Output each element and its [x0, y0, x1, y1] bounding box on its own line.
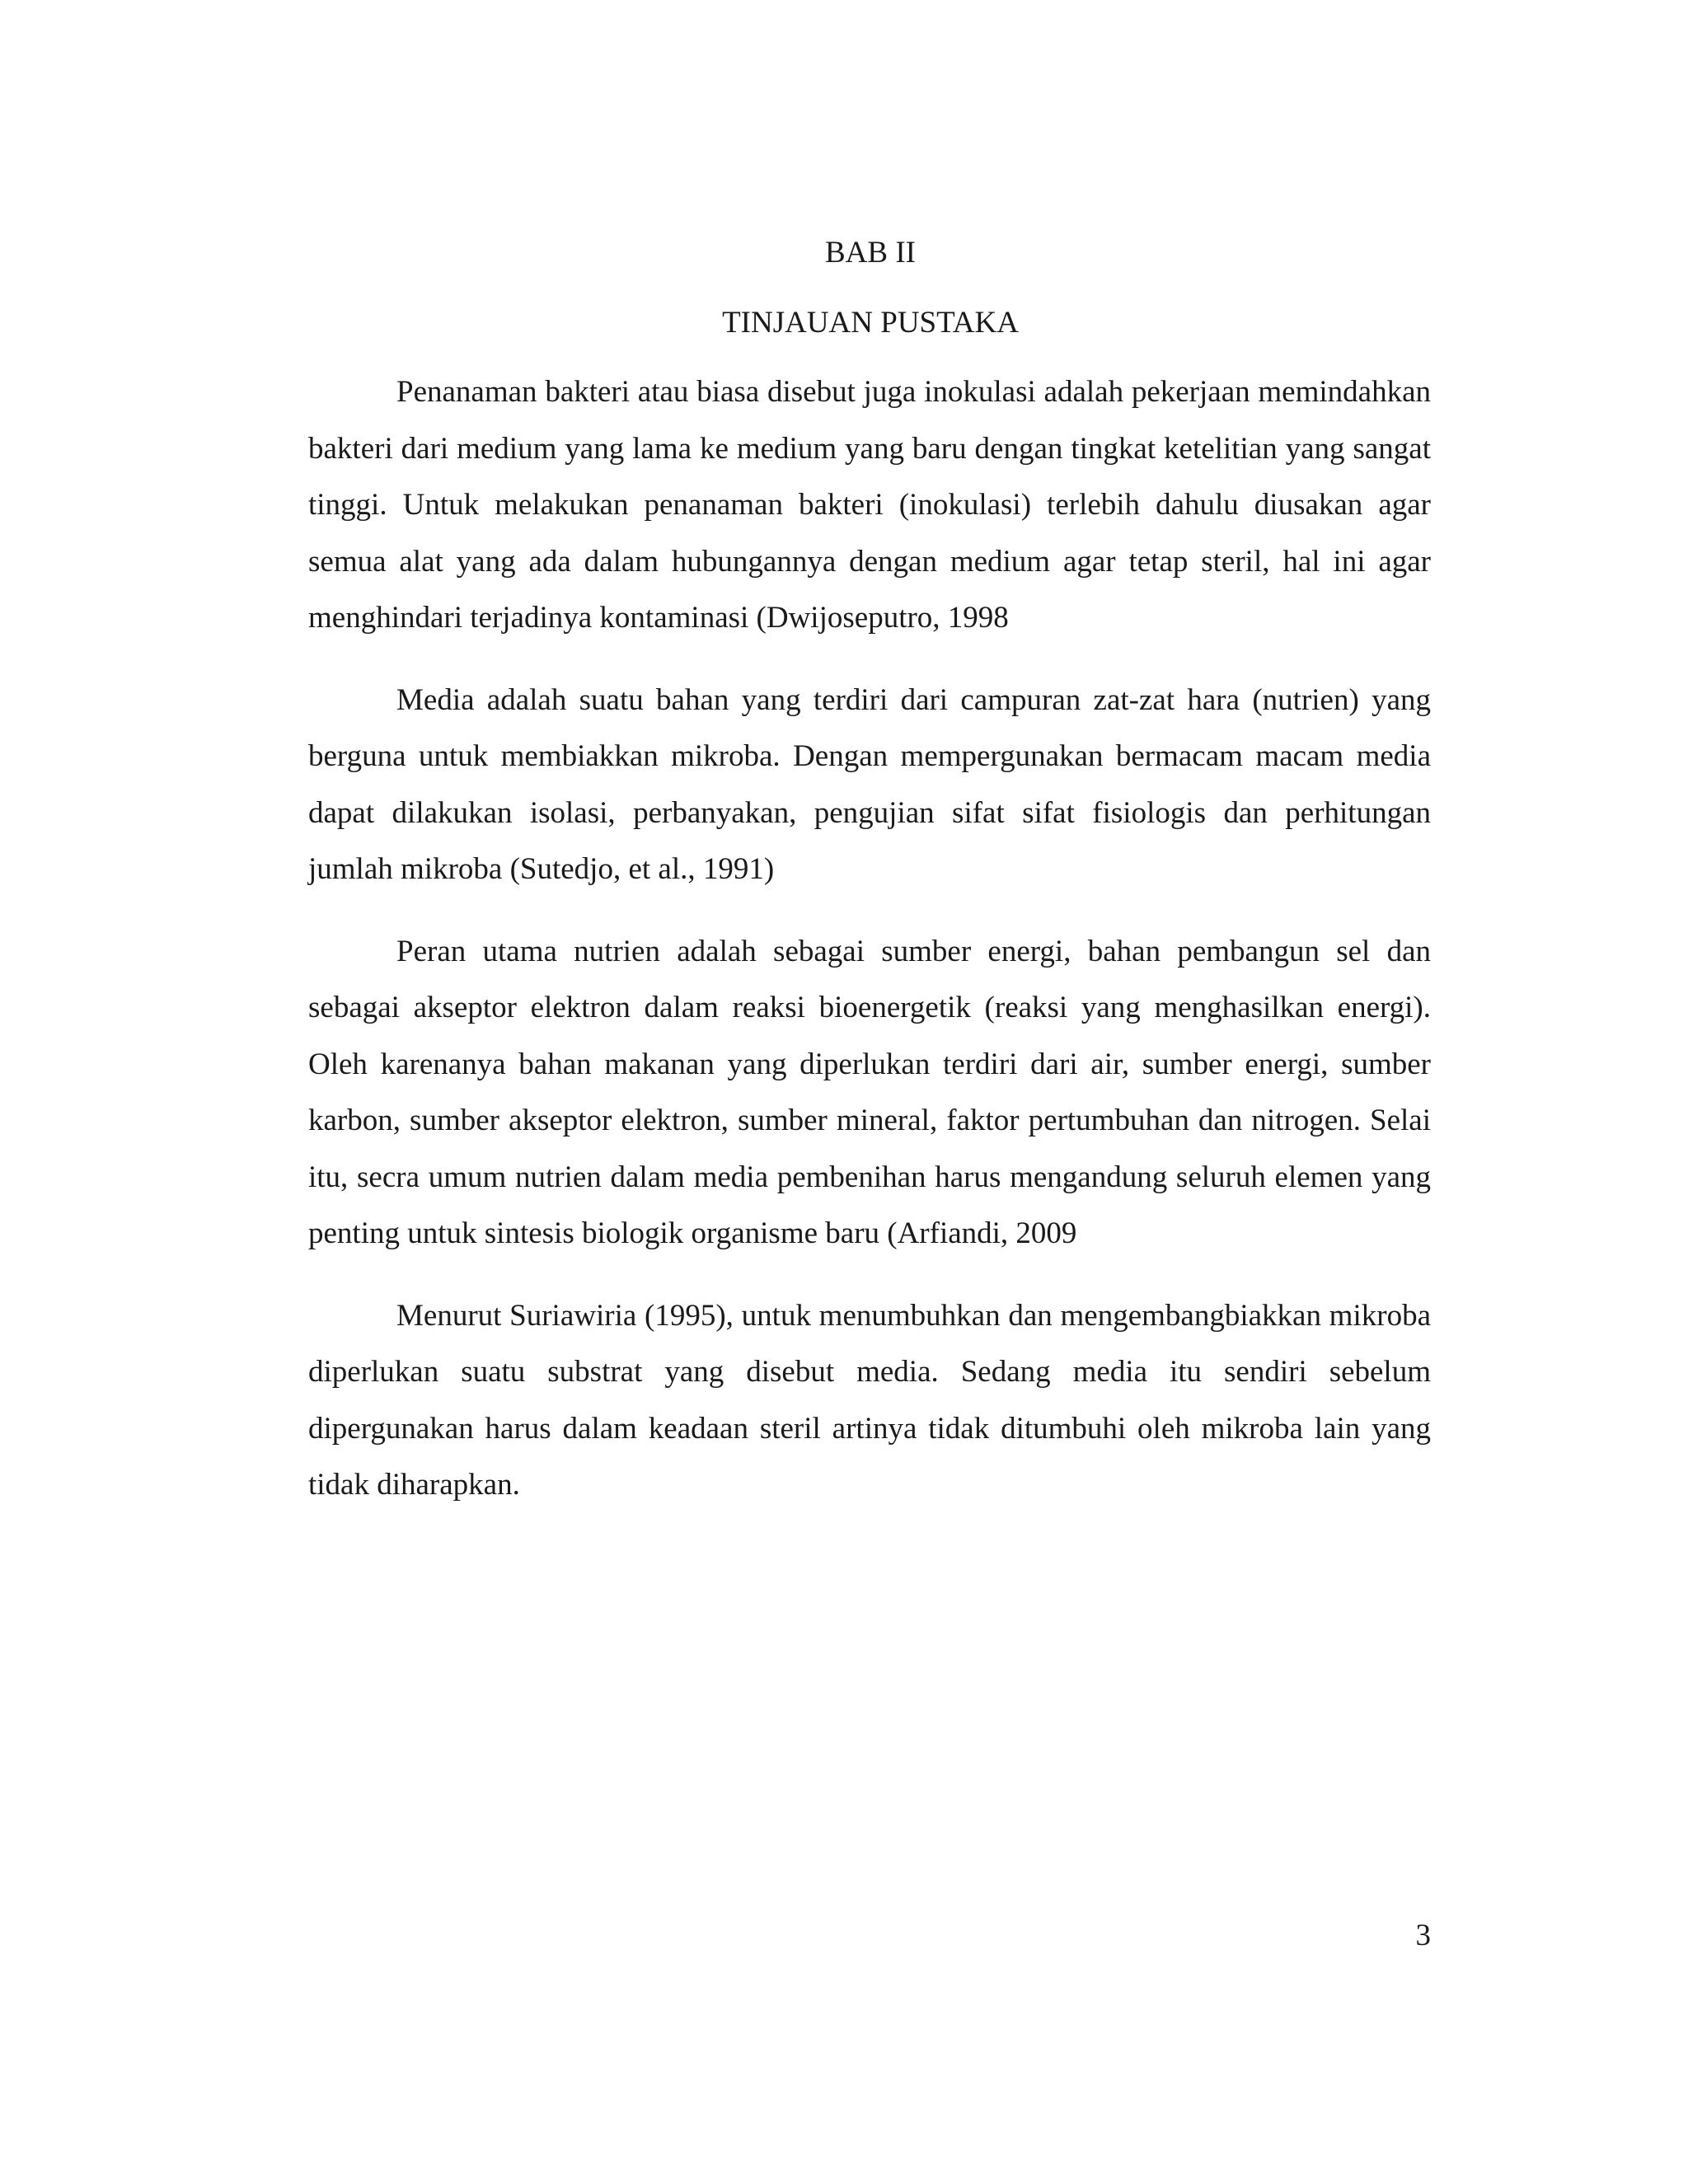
chapter-heading: BAB II [825, 236, 916, 269]
page-number: 3 [1415, 1919, 1431, 1952]
paragraph-media: Media adalah suatu bahan yang terdiri dari campuran zat-zat hara (nutrien) yang berguna untuk membiakkan mikroba. Dengan mempergunakan bermacam macam media dapat dilakukan isolasi, perbanyakan, pengujian sifat sifat fisiologis dan perhitungan jumlah mikroba (Sutedjo, et al., 1991) [308, 682, 1431, 886]
paragraph-inokulasi: Penanaman bakteri atau biasa disebut juga inokulasi adalah pekerjaan memindahkan bakteri dari medium yang lama ke medium yang baru dengan tingkat ketelitian yang sangat tinggi. Untuk melakukan penanaman bakteri (inokulasi) terlebih dahulu diusakan agar semua alat yang ada dalam hubungannya dengan medium agar tetap steril, hal ini agar menghindari terjadinya kontaminasi (Dwijoseputro, 1998 [308, 375, 1431, 635]
paragraph-nutrien: Peran utama nutrien adalah sebagai sumber energi, bahan pembangun sel dan sebagai akseptor elektron dalam reaksi bioenergetik (reaksi yang menghasilkan energi). Oleh karenanya bahan makanan yang diperlukan terdiri dari air, sumber energi, sumber karbon, sumber akseptor elektron, sumber mineral, faktor pertumbuhan dan nitrogen. Selai itu, secra umum nutrien dalam media pembenihan harus mengandung seluruh elemen yang penting untuk sintesis biologik organisme baru (Arfiandi, 2009 [308, 934, 1431, 1250]
body-text [308, 364, 1431, 1540]
paragraph-suriawiria: Menurut Suriawiria (1995), untuk menumbuhkan dan mengembangbiakkan mikroba diperlukan suatu substrat yang disebut media. Sedang media itu sendiri sebelum dipergunakan harus dalam keadaan steril artinya tidak ditumbuhi oleh mikroba lain yang tidak diharapkan. [308, 1298, 1431, 1502]
chapter-title: TINJAUAN PUSTAKA [722, 306, 1019, 340]
